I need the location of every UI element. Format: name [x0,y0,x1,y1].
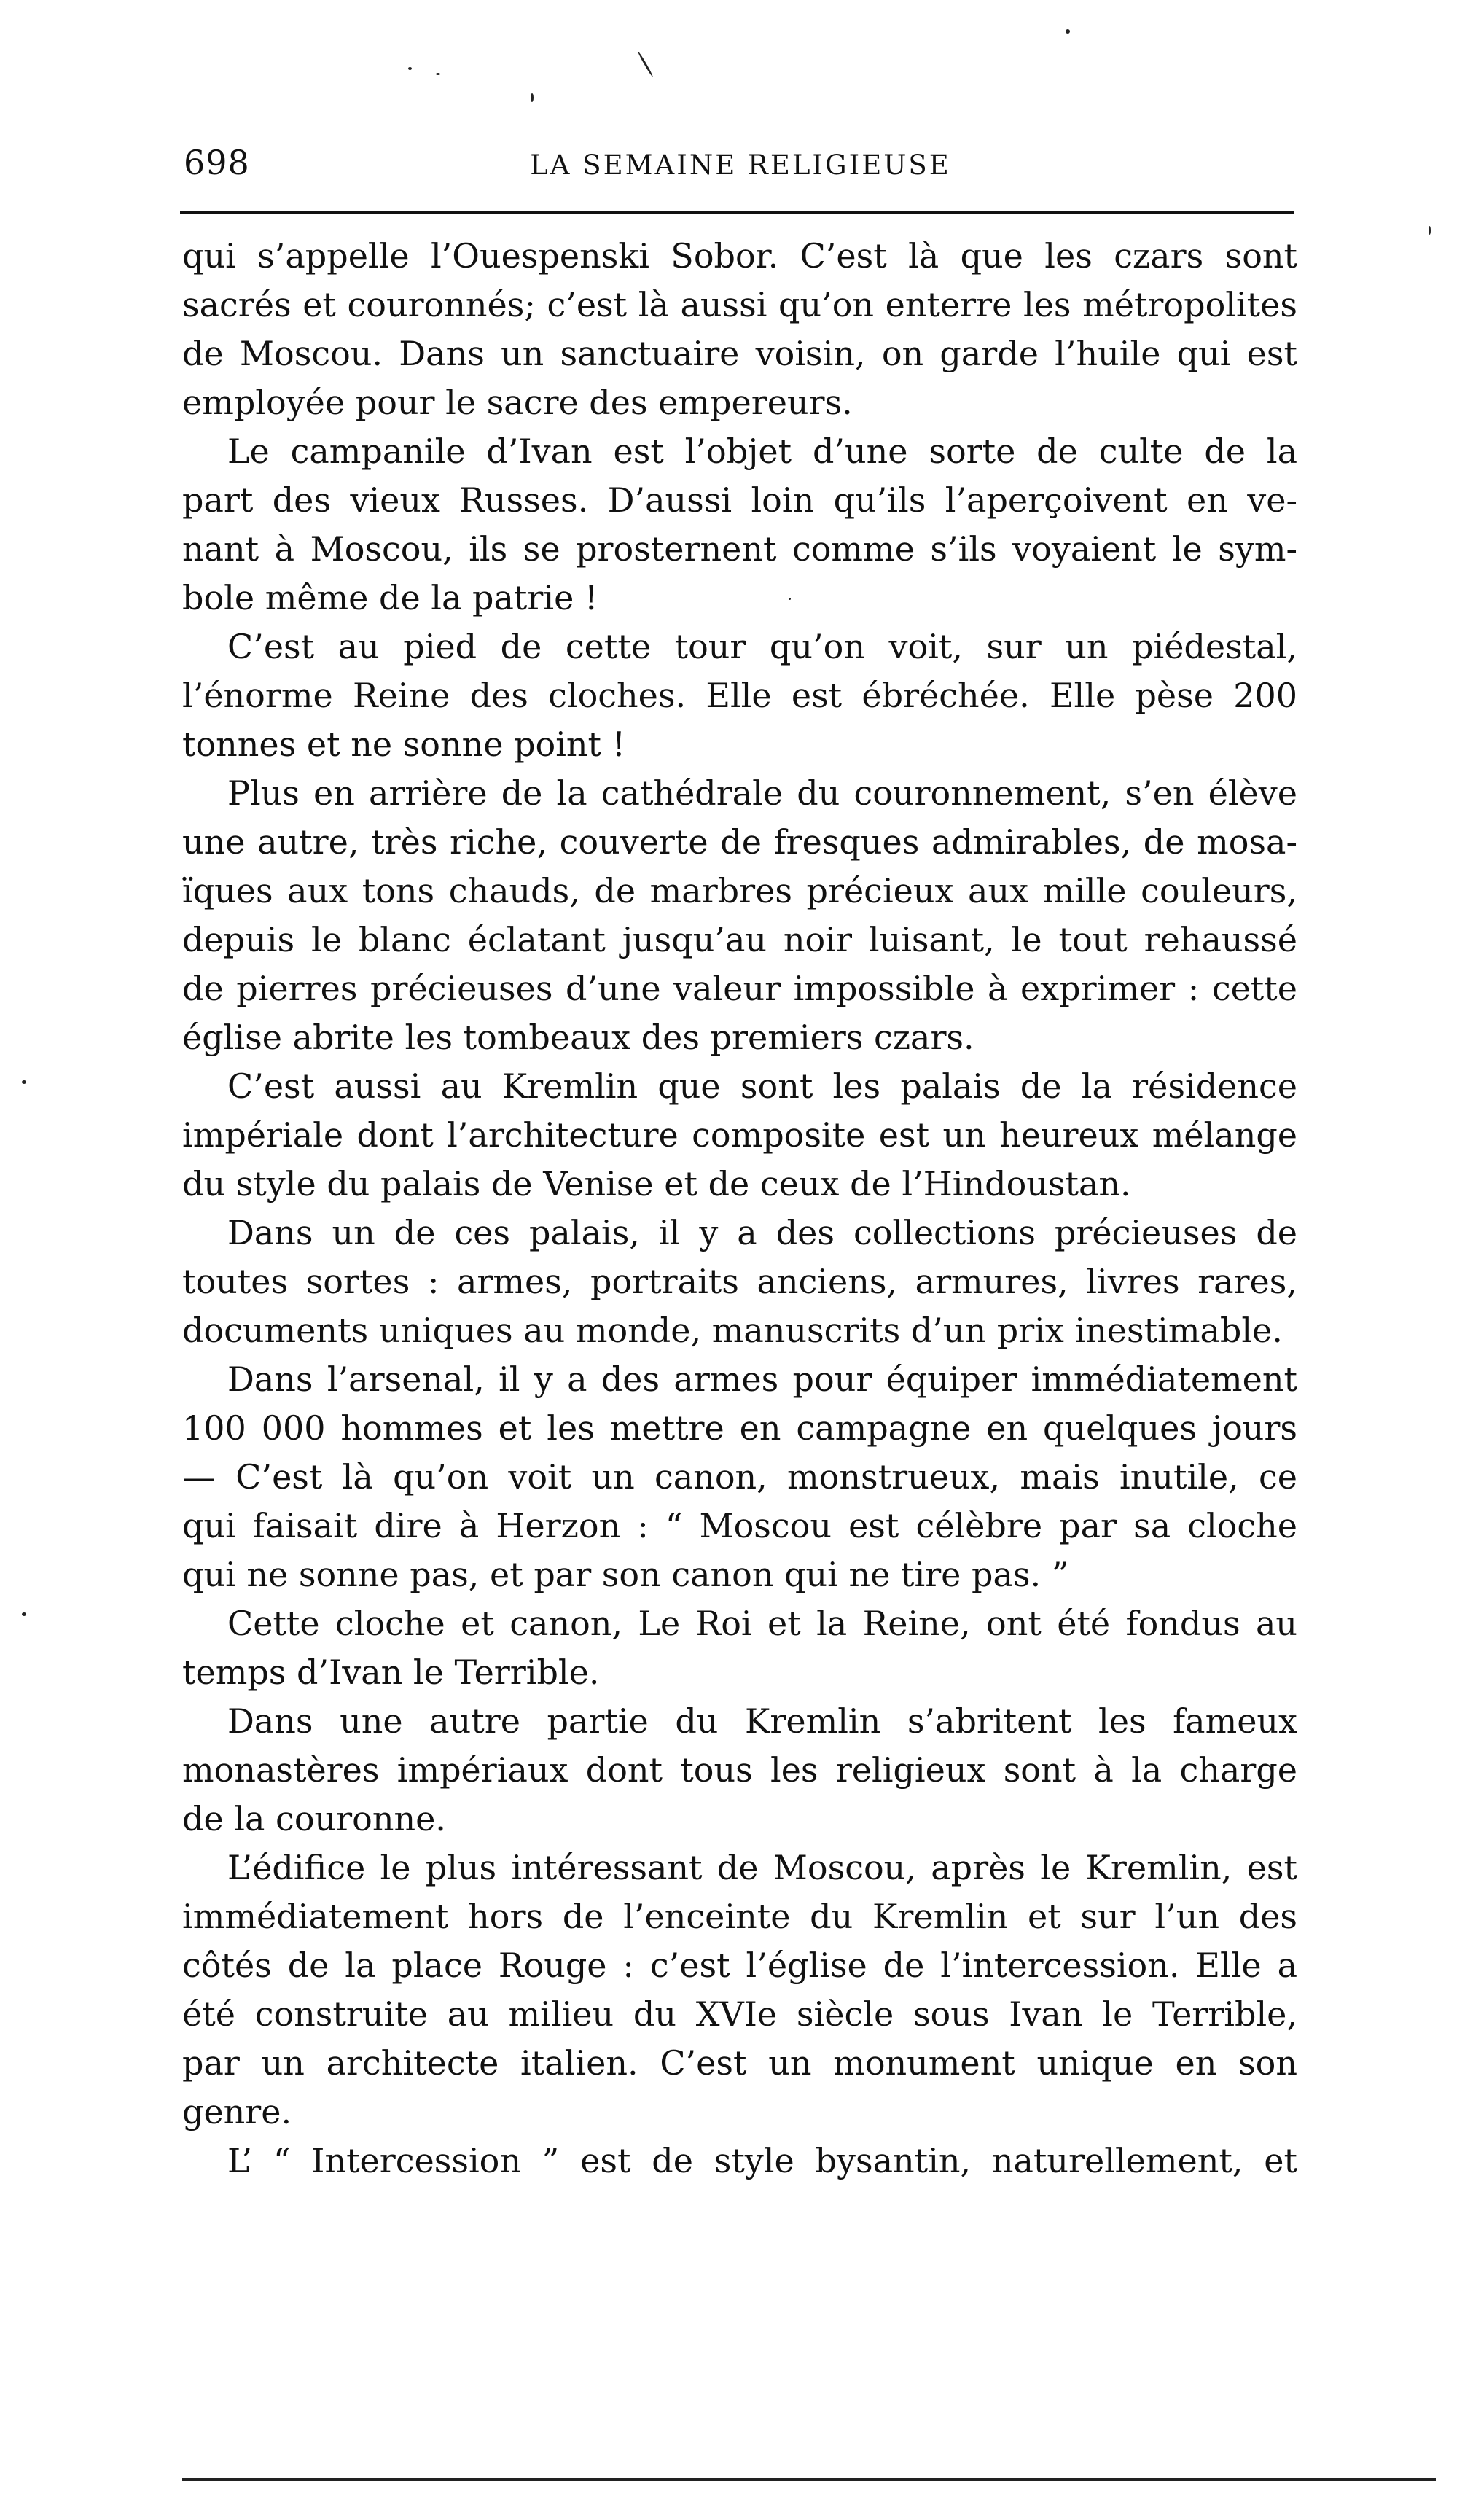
print-speck [637,51,654,77]
text-line: une autre, très riche, couverte de fresques admirables, de mosa- [182,822,1297,862]
body-text [182,232,1297,2185]
text-line: — C’est là qu’on voit un canon, monstrueux, mais inutile, ce [182,1457,1297,1497]
text-line: documents uniques au monde, manuscrits d’un prix inestimable. [182,1311,1283,1350]
page-number: 698 [184,143,250,182]
text-line: par un architecte italien. C’est un monument unique en son [182,2043,1297,2083]
text-line: immédiatement hors de l’enceinte du Kremlin et sur l’un des [182,1897,1297,1936]
text-line: Le campanile d’Ivan est l’objet d’une sorte de culte de la [227,432,1297,471]
print-speck [531,93,534,102]
print-speck [22,1080,26,1084]
text-line: sacrés et couronnés; c’est là aussi qu’on enterre les métropolites [182,285,1297,324]
text-line: C’est aussi au Kremlin que sont les palais de la résidence [227,1066,1297,1106]
text-line: monastères impériaux dont tous les religieux sont à la charge [182,1750,1297,1790]
text-line: Dans un de ces palais, il y a des collections précieuses de [227,1213,1297,1252]
text-line: été construite au milieu du XVIe siècle sous Ivan le Terrible, [182,1994,1297,2034]
text-line: qui faisait dire à Herzon : “ Moscou est célèbre par sa cloche [182,1506,1297,1545]
running-title: LA SEMAINE RELIGIEUSE [530,149,951,181]
header-rule [180,211,1294,214]
text-line: Cette cloche et canon, Le Roi et la Reine, ont été fondus au [227,1604,1297,1643]
text-line: depuis le blanc éclatant jusqu’au noir luisant, le tout rehaussé [182,920,1297,959]
text-line: Dans une autre partie du Kremlin s’abritent les fameux [227,1701,1297,1741]
text-line: église abrite les tombeaux des premiers czars. [182,1018,974,1057]
text-line: 100 000 hommes et les mettre en campagne en quelques jours [182,1408,1297,1448]
text-line: Plus en arrière de la cathédrale du couronnement, s’en élève [227,773,1297,813]
text-line: l’énorme Reine des cloches. Elle est ébréchée. Elle pèse 200 [182,676,1297,715]
text-line: L’ “ Intercession ” est de style bysantin, naturellement, et [227,2141,1297,2180]
text-line: de pierres précieuses d’une valeur impossible à exprimer : cette [182,969,1297,1008]
text-line: toutes sortes : armes, portraits anciens, armures, livres rares, [182,1262,1297,1301]
text-line: de la couronne. [182,1799,446,1838]
text-line: impériale dont l’architecture composite est un heureux mélange [182,1115,1297,1155]
print-speck [1429,226,1431,235]
text-line: qui s’appelle l’Ouespenski Sobor. C’est là que les czars sont [182,236,1297,276]
text-line: employée pour le sacre des empereurs. [182,383,853,422]
bottom-rule [182,2478,1436,2481]
text-line: côtés de la place Rouge : c’est l’église de l’intercession. Elle a [182,1946,1297,1985]
text-line: nant à Moscou, ils se prosternent comme s’ils voyaient le sym- [182,529,1297,569]
text-line: L’édifice le plus intéressant de Moscou, après le Kremlin, est [227,1848,1297,1887]
text-line: bole même de la patrie ! [182,578,598,617]
text-line: du style du palais de Venise et de ceux de l’Hindoustan. [182,1164,1131,1204]
text-line: Dans l’arsenal, il y a des armes pour équiper immédiatement [227,1360,1297,1399]
print-speck [408,67,412,70]
print-speck [436,73,440,75]
text-line: temps d’Ivan le Terrible. [182,1653,600,1692]
print-speck [1066,29,1070,34]
text-line: de Moscou. Dans un sanctuaire voisin, on garde l’huile qui est [182,334,1297,373]
text-line: part des vieux Russes. D’aussi loin qu’ils l’aperçoivent en ve- [182,480,1297,520]
print-speck [22,1612,26,1616]
text-line: qui ne sonne pas, et par son canon qui ne tire pas. ” [182,1555,1069,1594]
text-line: genre. [182,2092,292,2131]
text-line: tonnes et ne sonne point ! [182,725,626,764]
text-line: C’est au pied de cette tour qu’on voit, sur un piédestal, [227,627,1297,666]
text-line: ïques aux tons chauds, de marbres précieux aux mille couleurs, [182,871,1297,910]
